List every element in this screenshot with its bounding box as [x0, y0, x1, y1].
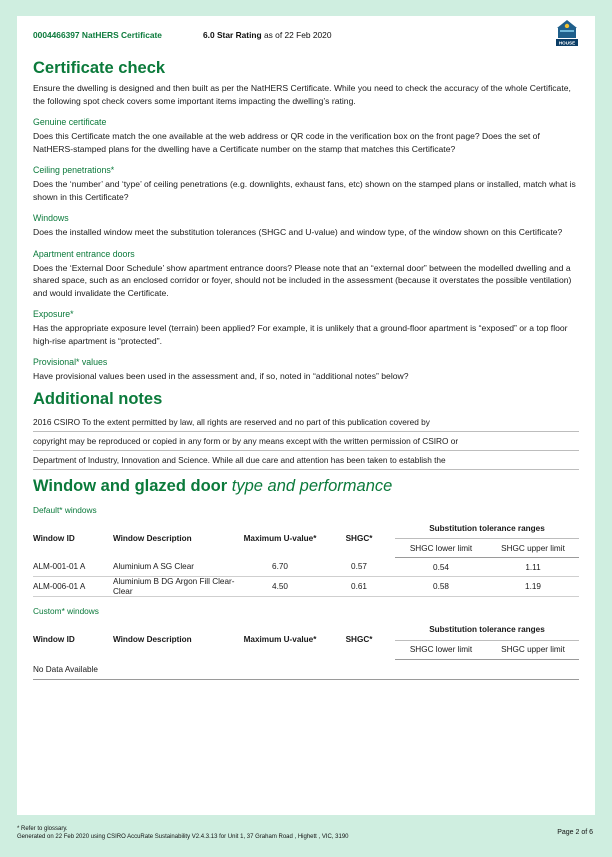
cell-uvalue: 4.50	[237, 577, 323, 597]
table-row	[33, 558, 579, 577]
nathers-house-logo	[555, 17, 579, 47]
note-line: Department of Industry, Innovation and Science. While all due care and attention has been taken to establish the	[33, 451, 579, 470]
certificate-check-title: Certificate check	[33, 59, 166, 77]
check-item-doors	[33, 249, 579, 300]
check-text: Does the ‘number’ and ‘type’ of ceiling penetrations (e.g. downlights, exhaust fans, etc) shown on the stamped plans or installed, match what is shown in this Certificate?	[33, 179, 576, 202]
check-heading: Provisional* values	[33, 357, 108, 367]
cell-shgc: 0.57	[323, 558, 395, 577]
custom-windows-caption: Custom* windows	[33, 606, 99, 616]
page-number: Page 2 of 6	[557, 829, 593, 836]
star-rating	[203, 30, 332, 40]
check-item-exposure	[33, 309, 579, 347]
col-window-description: Window Description	[113, 635, 192, 644]
col-window-description: Window Description	[113, 533, 192, 543]
col-shgc: SHGC*	[345, 635, 373, 644]
cell-shgc-lower: 0.58	[395, 577, 487, 597]
additional-notes-title: Additional notes	[33, 389, 163, 408]
no-data-cell: No Data Available	[33, 659, 579, 679]
table-row	[33, 659, 579, 679]
page-footer	[17, 825, 595, 841]
col-tolerance-ranges: Substitution tolerance ranges	[395, 519, 579, 539]
cell-window-id: ALM-006-01 A	[33, 577, 113, 597]
certificate-number: 0004466397 NatHERS Certificate	[33, 30, 162, 40]
cell-shgc-lower: 0.54	[395, 558, 487, 577]
check-heading: Genuine certificate	[33, 117, 107, 127]
check-heading: Apartment entrance doors	[33, 248, 135, 259]
check-item-ceiling	[33, 165, 579, 203]
certificate-page	[17, 16, 595, 815]
default-windows-table	[33, 519, 579, 598]
cell-shgc-upper: 1.11	[487, 558, 579, 577]
windows-section-title	[33, 476, 579, 496]
cell-shgc: 0.61	[323, 577, 395, 597]
check-text: Have provisional values been used in the assessment and, if so, noted in “additional notes” below?	[33, 371, 409, 381]
default-windows-caption: Default* windows	[33, 504, 97, 515]
col-max-uvalue: Maximum U-value*	[243, 533, 317, 543]
note-line: copyright may be reproduced or copied in any form or by any means except with the written permission of CSIRO or	[33, 432, 579, 451]
check-item-windows	[33, 213, 579, 239]
generated-note: Generated on 22 Feb 2020 using CSIRO AccuRate Sustainability V2.4.3.13 for Unit 1, 37 Graham Road , Highett , VIC, 3190	[17, 834, 349, 840]
check-heading: Exposure*	[33, 309, 74, 319]
check-item-genuine	[33, 117, 579, 155]
col-max-uvalue: Maximum U-value*	[243, 635, 317, 644]
cell-uvalue: 6.70	[237, 558, 323, 577]
cell-window-description: Aluminium A SG Clear	[113, 558, 237, 577]
col-shgc-upper: SHGC upper limit	[487, 640, 579, 659]
col-tolerance-ranges: Substitution tolerance ranges	[395, 620, 579, 640]
check-heading: Windows	[33, 213, 69, 223]
cell-window-description: Aluminium B DG Argon Fill Clear-Clear	[113, 577, 237, 597]
logo-text: HOUSE	[558, 40, 576, 46]
certificate-check-intro: Ensure the dwelling is designed and then built as per the NatHERS Certificate. While you need to check the accuracy of the whole Certificate, the following spot check covers some important items impacting the dwelling’s rating.	[33, 83, 571, 106]
check-text: Does the installed window meet the substitution tolerances (SHGC and U-value) and window type, of the window shown on this Certificate?	[33, 227, 563, 237]
check-text: Does the ‘External Door Schedule’ show apartment entrance doors? Please note that an “external door” between the modelled dwelling and a shared space, such as an enclosed corridor or foyer, should not be included in the assessment (because it overstates the possible ventilation) and would invalidate the Certificate.	[33, 262, 572, 298]
windows-title-sub: type and performance	[231, 476, 393, 495]
star-rating-date: as of 22 Feb 2020	[263, 30, 332, 40]
cell-window-id: ALM-001-01 A	[33, 558, 113, 577]
col-shgc: SHGC*	[345, 533, 373, 543]
col-shgc-lower: SHGC lower limit	[395, 539, 487, 558]
windows-title-main: Window and glazed door	[33, 476, 228, 495]
check-text: Does this Certificate match the one available at the web address or QR code in the verification box on the front page? Does the set of NatHERS-stamped plans for the dwelling have a Certificate number on the stamp that matches this Certificate?	[33, 131, 540, 154]
table-row	[33, 577, 579, 597]
col-window-id: Window ID	[33, 635, 75, 644]
check-heading: Ceiling penetrations*	[33, 165, 115, 175]
custom-windows-table	[33, 620, 579, 680]
col-shgc-lower: SHGC lower limit	[395, 640, 487, 659]
check-item-provisional	[33, 357, 579, 383]
cell-shgc-upper: 1.19	[487, 577, 579, 597]
col-window-id: Window ID	[33, 533, 75, 543]
check-text: Has the appropriate exposure level (terrain) been applied? For example, it is unlikely that a ground-floor apartment is “exposed” or a top floor high-rise apartment is “protected”.	[33, 323, 568, 346]
page-header	[33, 16, 579, 52]
note-line: 2016 CSIRO To the extent permitted by law, all rights are reserved and no part of this publication covered by	[33, 413, 579, 432]
col-shgc-upper: SHGC upper limit	[487, 539, 579, 558]
star-rating-value: 6.0 Star Rating	[203, 30, 262, 40]
glossary-note: * Refer to glossary.	[17, 826, 68, 832]
